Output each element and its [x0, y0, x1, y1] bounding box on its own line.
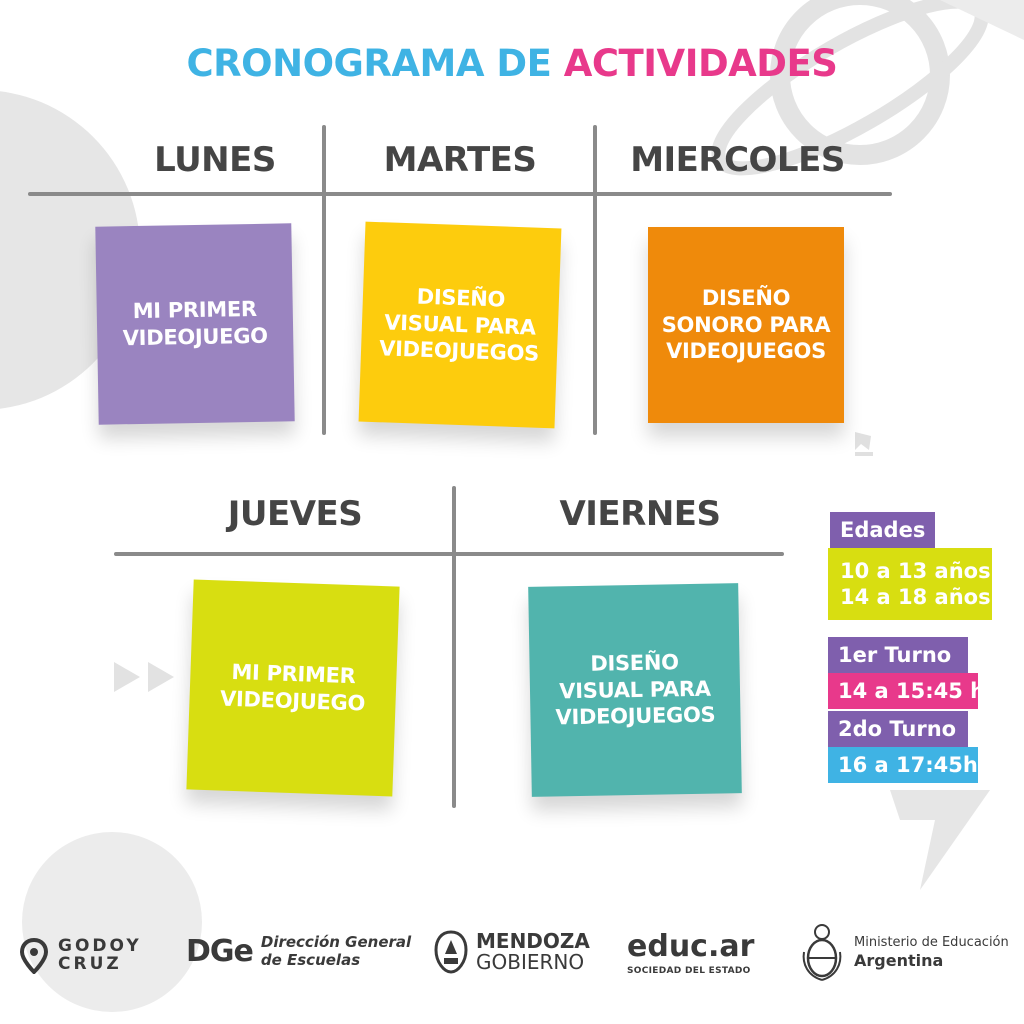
argentina-text: Argentina	[854, 951, 944, 971]
grid-line-top-vertical-1	[322, 125, 326, 435]
gobierno-text: GOBIERNO	[476, 950, 585, 974]
activity-label-lunes: MI PRIMER VIDEOJUEGO	[122, 297, 268, 351]
background-circle-bottom	[22, 832, 202, 1012]
planet-decoration-icon	[700, 0, 1024, 240]
logo-educar	[627, 929, 755, 976]
godoy-text: GODOY	[58, 936, 142, 957]
location-pin-icon	[20, 938, 48, 974]
activity-note-jueves	[186, 579, 399, 796]
ages-range-box	[828, 548, 992, 620]
educar-text: educ.ar	[627, 929, 755, 964]
activity-label-martes: DISEÑO VISUAL PARA VIDEOJUEGOS	[378, 284, 540, 367]
activity-note-lunes	[95, 223, 294, 424]
grid-line-bottom-horizontal	[114, 552, 784, 556]
lightning-decoration-icon	[880, 790, 1000, 890]
activity-note-martes	[359, 222, 562, 429]
day-viernes: VIERNES	[559, 494, 721, 534]
page-title	[0, 42, 1024, 85]
day-miercoles: MIERCOLES	[630, 140, 845, 180]
title-part-1: CRONOGRAMA DE	[186, 42, 552, 85]
day-martes: MARTES	[383, 140, 537, 180]
logo-ministerio	[800, 922, 1009, 984]
shift-1-time: 14 a 15:45 h	[828, 673, 978, 709]
mendoza-shield-icon	[434, 930, 468, 974]
mendoza-text: MENDOZA	[476, 929, 590, 953]
ages-range-2: 14 a 18 años	[840, 585, 991, 610]
grid-line-top-vertical-2	[593, 125, 597, 435]
title-part-2: ACTIVIDADES	[563, 42, 838, 85]
logo-mendoza	[434, 930, 590, 974]
dge-line-1: Dirección General	[260, 933, 412, 952]
activity-label-viernes: DISEÑO VISUAL PARA VIDEOJUEGOS	[555, 649, 716, 730]
cruz-text: CRUZ	[58, 954, 122, 974]
activity-note-viernes	[528, 583, 742, 797]
educar-subtitle: SOCIEDAD DEL ESTADO	[627, 966, 751, 976]
logo-godoy-cruz	[20, 938, 142, 974]
cursor-icon	[853, 428, 875, 458]
shift-2-label: 2do Turno	[828, 711, 968, 747]
play-arrows-icon	[114, 660, 184, 694]
day-lunes: LUNES	[154, 140, 276, 180]
activity-label-miercoles: DISEÑO SONORO PARA VIDEOJUEGOS	[661, 285, 831, 364]
grid-line-bottom-vertical	[452, 486, 456, 808]
dge-mark: DGe	[186, 934, 253, 969]
grid-line-top-horizontal	[28, 192, 892, 196]
logo-dge	[186, 934, 411, 969]
ministerio-text: Ministerio de Educación	[854, 934, 1009, 950]
day-jueves: JUEVES	[227, 494, 363, 534]
activity-label-jueves: MI PRIMER VIDEOJUEGO	[219, 659, 366, 716]
ages-label: Edades	[830, 512, 935, 548]
argentina-coat-of-arms-icon	[800, 922, 844, 984]
shift-1-label: 1er Turno	[828, 637, 968, 673]
ages-range-1: 10 a 13 años	[840, 559, 991, 583]
activity-note-miercoles	[648, 227, 844, 423]
shift-2-time: 16 a 17:45h	[828, 747, 978, 783]
dge-line-2: de Escuelas	[260, 950, 361, 969]
